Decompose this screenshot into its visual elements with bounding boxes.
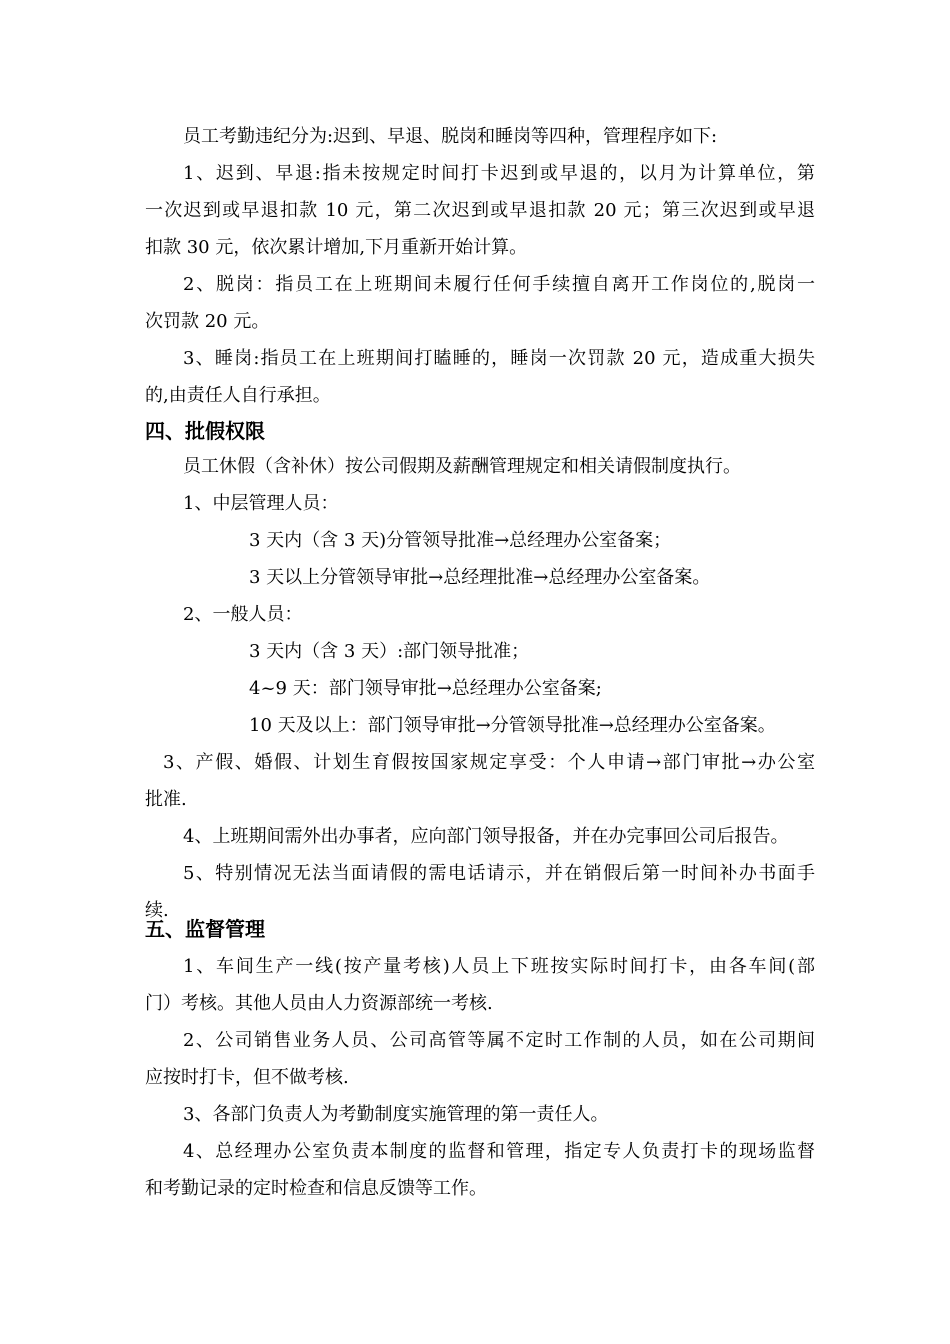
supervision-item-2-line-2: 应按时打卡，但不做考核.	[145, 1067, 349, 1088]
special-leave-line-2: 批准.	[145, 789, 187, 810]
section-heading-leave-approval: 四、批假权限	[145, 419, 265, 443]
outside-business-line-1: 4、上班期间需外出办事者，应向部门领导报备，并在办完事回公司后报告。	[183, 826, 789, 847]
supervision-item-3-line-1: 3、各部门负责人为考勤制度实施管理的第一责任人。	[183, 1104, 609, 1125]
violation-late-line-1: 1、迟到、早退:指未按规定时间打卡迟到或早退的，以月为计算单位，第	[183, 163, 815, 184]
phone-leave-line-2: 续.	[145, 900, 169, 921]
supervision-item-1-line-2: 门）考核。其他人员由人力资源部统一考核.	[145, 993, 493, 1014]
violation-late-line-2: 一次迟到或早退扣款 10 元，第二次迟到或早退扣款 20 元；第三次迟到或早退	[145, 200, 815, 221]
supervision-item-4-line-1: 4、总经理办公室负责本制度的监督和管理，指定专人负责打卡的现场监督	[183, 1141, 815, 1162]
general-staff-rule-2: 4~9 天：部门领导审批→总经理办公室备案;	[249, 678, 602, 699]
section-heading-supervision: 五、监督管理	[145, 917, 265, 941]
general-staff-rule-1: 3 天内（含 3 天）:部门领导批准；	[249, 641, 530, 662]
middle-management-label: 1、中层管理人员：	[183, 493, 339, 514]
violation-sleep-line-1: 3、睡岗:指员工在上班期间打瞌睡的，睡岗一次罚款 20 元，造成重大损失	[183, 348, 815, 369]
violation-late-line-3: 扣款 30 元，依次累计增加,下月重新开始计算。	[145, 237, 528, 258]
intro-paragraph: 员工考勤违纪分为:迟到、早退、脱岗和睡岗等四种，管理程序如下:	[183, 126, 718, 147]
middle-management-rule-1: 3 天内（含 3 天)分管领导批准→总经理办公室备案；	[249, 530, 672, 551]
violation-sleep-line-2: 的,由责任人自行承担。	[145, 385, 331, 406]
phone-leave-line-1: 5、特别情况无法当面请假的需电话请示，并在销假后第一时间补办书面手	[183, 863, 815, 884]
violation-absent-line-2: 次罚款 20 元。	[145, 311, 270, 332]
leave-intro: 员工休假（含补休）按公司假期及薪酬管理规定和相关请假制度执行。	[183, 456, 741, 477]
violation-absent-line-1: 2、脱岗：指员工在上班期间未履行任何手续擅自离开工作岗位的,脱岗一	[183, 274, 815, 295]
middle-management-rule-2: 3 天以上分管领导审批→总经理批准→总经理办公室备案。	[249, 567, 711, 588]
supervision-item-4-line-2: 和考勤记录的定时检查和信息反馈等工作。	[145, 1178, 487, 1199]
general-staff-label: 2、一般人员：	[183, 604, 303, 625]
supervision-item-2-line-1: 2、公司销售业务人员、公司高管等属不定时工作制的人员，如在公司期间	[183, 1030, 815, 1051]
general-staff-rule-3: 10 天及以上：部门领导审批→分管领导批准→总经理办公室备案。	[249, 715, 776, 736]
special-leave-line-1: 3、产假、婚假、计划生育假按国家规定享受：个人申请→部门审批→办公室	[163, 752, 815, 773]
supervision-item-1-line-1: 1、车间生产一线(按产量考核)人员上下班按实际时间打卡，由各车间(部	[183, 956, 815, 977]
